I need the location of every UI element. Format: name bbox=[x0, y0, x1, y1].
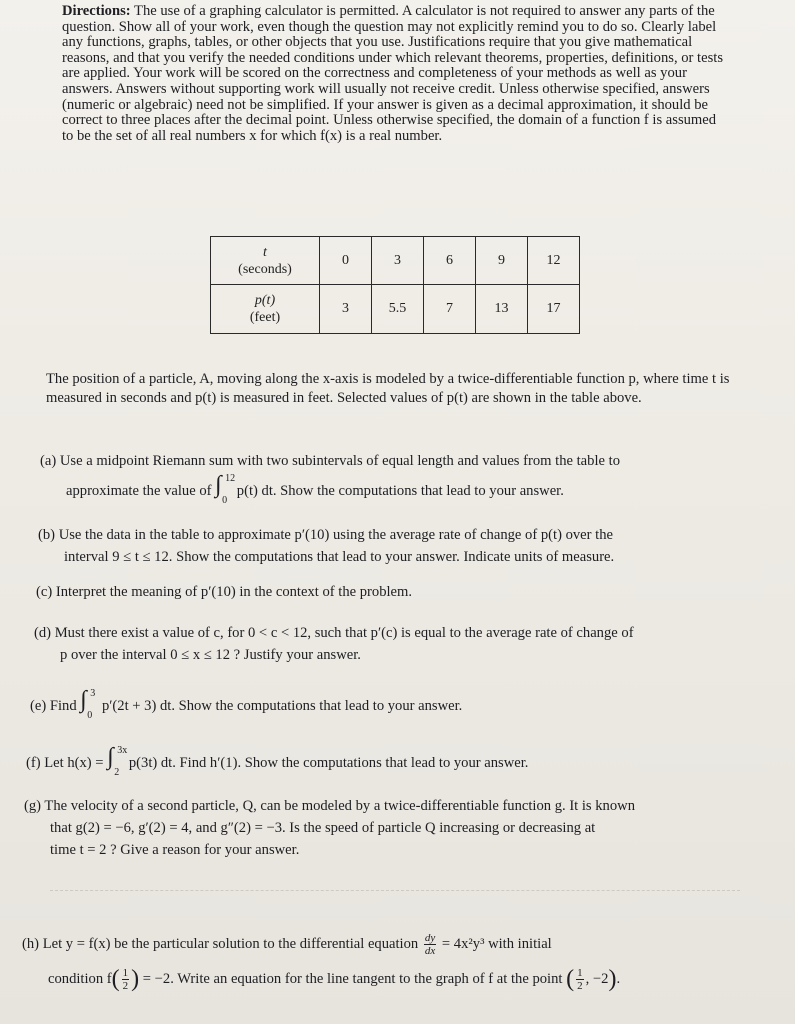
table-cell: 9 bbox=[476, 237, 528, 285]
half-fraction bbox=[122, 967, 130, 992]
part-h bbox=[22, 932, 762, 992]
part-c-line1: Interpret the meaning of p′(10) in the context of the problem. bbox=[55, 584, 413, 600]
table-cell: 5.5 bbox=[372, 285, 424, 334]
part-f bbox=[26, 744, 746, 778]
integral-sign-f: ∫ 3x 2 bbox=[107, 752, 125, 772]
part-g-label: (g) bbox=[24, 798, 42, 814]
integral-sign-a: ∫ 12 0 bbox=[215, 480, 233, 500]
part-e-label: (e) bbox=[30, 698, 47, 714]
point-x-num: 1 bbox=[577, 967, 583, 979]
part-h-label: (h) bbox=[22, 935, 40, 952]
table-row-position bbox=[211, 285, 580, 334]
part-h-cond-mid: = −2. Write an equation for the line tangent to the graph of f at the point bbox=[142, 970, 563, 987]
table-cell: 7 bbox=[424, 285, 476, 334]
part-f-post: p(3t) dt. Find h′(1). Show the computations that lead to your answer. bbox=[128, 755, 529, 771]
dy-dx-fraction bbox=[424, 932, 436, 957]
part-c bbox=[36, 581, 741, 603]
dy: dy bbox=[424, 932, 436, 944]
table-cell: 17 bbox=[528, 285, 580, 334]
point-y: , −2 bbox=[585, 970, 609, 987]
part-h-pre: Let y = f(x) be the particular solution to the differential equation bbox=[42, 935, 419, 952]
part-h-line2: condition f( $\frac{1}{2}$ ) = −2. Write an equation for the line tangent to the graph of f at the point ( $\frac{1}{2}$ , −2). bbox=[48, 965, 621, 992]
part-a-line2 bbox=[40, 472, 740, 506]
part-e bbox=[30, 687, 745, 721]
point-x-fraction bbox=[576, 967, 584, 992]
part-b-label: (b) bbox=[38, 527, 56, 543]
part-b-line2: interval 9 ≤ t ≤ 12. Show the computations that lead to your answer. Indicate units of measure. bbox=[64, 549, 615, 565]
faint-divider bbox=[50, 890, 740, 892]
table-cell: 0 bbox=[320, 237, 372, 285]
table-row-time bbox=[211, 237, 580, 285]
table-cell: 3 bbox=[372, 237, 424, 285]
problem-intro: The position of a particle, A, moving along the x-axis is modeled by a twice-differentiable function p, where time t is measured in seconds and p(t) is measured in feet. Selected values of p(t) are shown in the table above. bbox=[46, 371, 730, 406]
integral-sign-e: ∫ 3 0 bbox=[80, 695, 98, 715]
directions-paragraph bbox=[62, 4, 724, 144]
part-a-line2-post: p(t) dt. Show the computations that lead to your answer. bbox=[236, 483, 564, 499]
part-d bbox=[34, 622, 749, 666]
table-cell: 6 bbox=[424, 237, 476, 285]
directions-lead: Directions: bbox=[62, 3, 131, 19]
table-cell: 13 bbox=[476, 285, 528, 334]
integral-upper-e: 3 bbox=[90, 688, 96, 699]
time-variable: t bbox=[263, 244, 267, 260]
table-header-position bbox=[211, 285, 320, 334]
integral-lower-a: 0 bbox=[222, 495, 228, 506]
part-a-label: (a) bbox=[40, 453, 57, 469]
point-x-den: 2 bbox=[577, 980, 583, 992]
part-h-rhs: = 4x²y³ with initial bbox=[441, 935, 552, 952]
part-g-line3: time t = 2 ? Give a reason for your answer. bbox=[50, 842, 300, 858]
part-g-line1: The velocity of a second particle, Q, can be modeled by a twice-differentiable function g. It is known bbox=[44, 798, 635, 814]
part-c-label: (c) bbox=[36, 584, 53, 600]
part-d-label: (d) bbox=[34, 625, 52, 641]
part-h-cond-pre: condition f bbox=[48, 970, 112, 987]
part-g-line2: that g(2) = −6, g′(2) = 4, and g″(2) = −3. Is the speed of particle Q increasing or decreasing at bbox=[50, 820, 596, 836]
part-e-pre: Find bbox=[49, 698, 77, 714]
half-num: 1 bbox=[122, 967, 129, 979]
part-d-line1: Must there exist a value of c, for 0 < c < 12, such that p′(c) is equal to the average rate of change of bbox=[54, 625, 634, 641]
position-table bbox=[210, 236, 580, 334]
position-unit: (feet) bbox=[249, 310, 281, 325]
part-g bbox=[24, 795, 749, 861]
position-variable: p(t) bbox=[254, 293, 276, 308]
part-e-post: p′(2t + 3) dt. Show the computations that lead to your answer. bbox=[101, 698, 463, 714]
part-a-line2-pre: approximate the value of bbox=[66, 483, 212, 499]
table-header-time bbox=[211, 237, 320, 285]
integral-lower-f: 2 bbox=[114, 767, 120, 778]
integral-upper-f: 3x bbox=[117, 745, 128, 756]
part-f-pre: Let h(x) = bbox=[44, 755, 104, 771]
part-f-label: (f) bbox=[26, 755, 41, 771]
integral-upper-a: 12 bbox=[225, 473, 236, 484]
integral-lower-e: 0 bbox=[87, 710, 93, 721]
dx: dx bbox=[424, 945, 436, 957]
part-a bbox=[40, 450, 740, 506]
part-d-line2: p over the interval 0 ≤ x ≤ 12 ? Justify your answer. bbox=[60, 647, 361, 663]
directions-text: The use of a graphing calculator is permitted. A calculator is not required to answer any parts of the question. Show all of your work, even though the question may not explicitly remind you to do so. Clearly label any functions, graphs, tables, or other objects that you use. Justifications require that you give mathematical reasons, and that you verify the needed conditions under which relevant theorems, properties, definitions, or tests are applied. Your work will be scored on the correctness and completeness of your methods as well as your answers. Answers without supporting work will usually not receive credit. Unless otherwise specified, answers (numeric or algebraic) need not be simplified. If your answer is given as a decimal approximation, it should be correct to three places after the decimal point. Unless otherwise specified, the domain of a function f is assumed to be the set of all real numbers x for which f(x) is a real number. bbox=[62, 3, 723, 144]
table-cell: 3 bbox=[320, 285, 372, 334]
time-unit: (seconds) bbox=[238, 261, 292, 277]
table-cell: 12 bbox=[528, 237, 580, 285]
part-b-line1: Use the data in the table to approximate p′(10) using the average rate of change of p(t) over the bbox=[58, 527, 613, 543]
half-den: 2 bbox=[122, 980, 129, 992]
part-a-line1: Use a midpoint Riemann sum with two subintervals of equal length and values from the table to bbox=[59, 453, 620, 469]
part-b bbox=[38, 524, 743, 568]
